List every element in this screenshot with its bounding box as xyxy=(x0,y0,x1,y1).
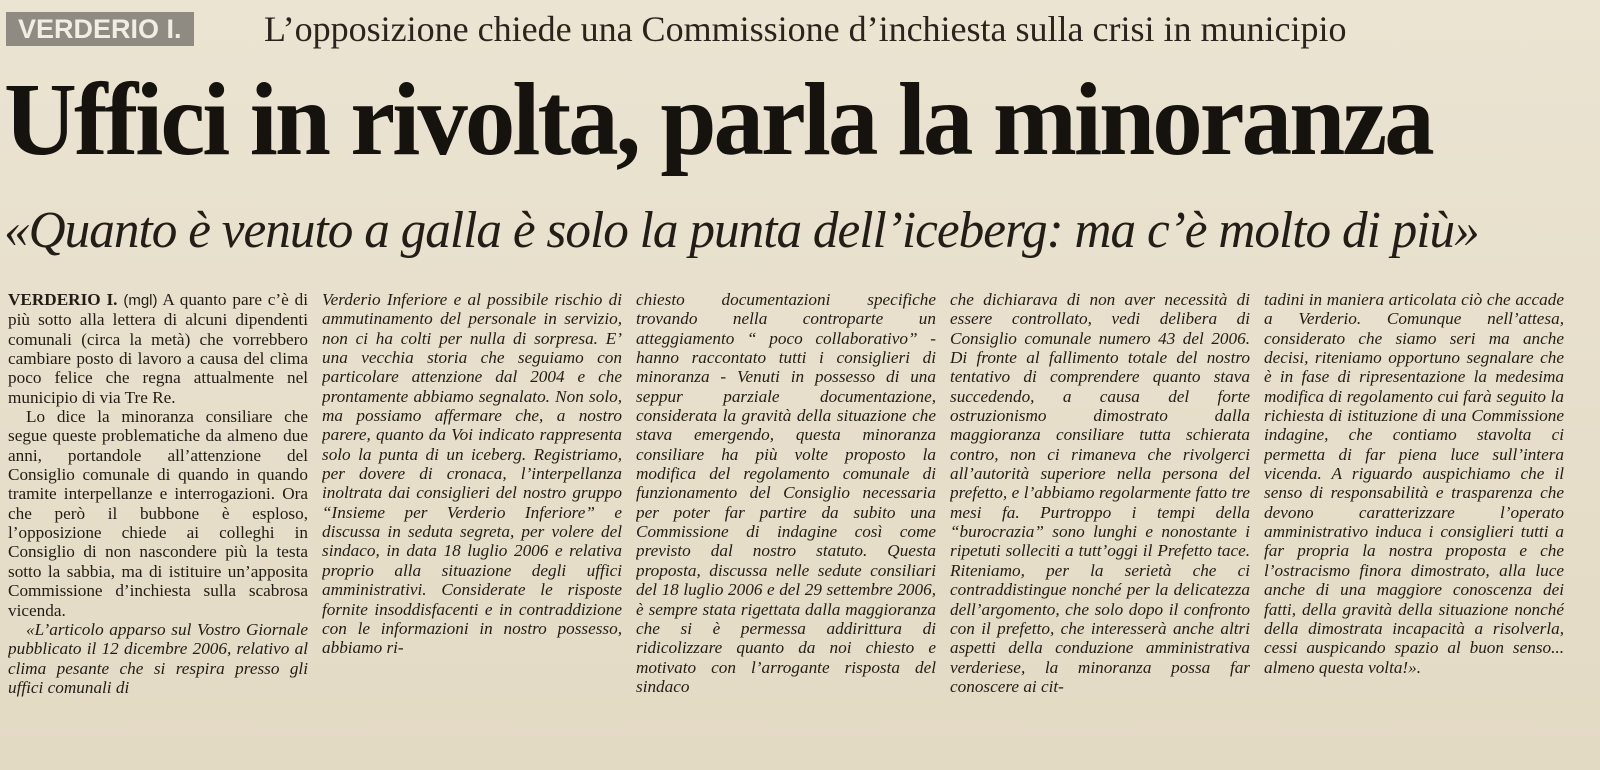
article-column-4 xyxy=(950,290,1250,765)
kicker-row xyxy=(6,8,1594,50)
article-paragraph: «L’articolo apparso sul Vostro Giornale pubblicato il 12 dicembre 2006, relativo al clima pesante che si respira presso gli uffici comunali di xyxy=(8,619,308,697)
article-paragraph: che dichiarava di non aver necessità di essere controllato, vedi delibera di Consiglio comunale numero 43 del 2006. Di fronte al fallimento totale del nostro tentativo di comprendere quanto stava succedendo, a causa del forte ostruzionismo dimostrato dalla maggioranza consiliare tutta schierata contro, non ci rimaneva che rivolgerci all’autorità superiore nella persona del prefetto, e l’abbiamo regolarmente fatto tre mesi fa. Purtroppo i tempi della “burocrazia” sono lunghi e nonostante i ripetuti solleciti a tutt’oggi il Prefetto tace. Riteniamo, per la serietà che ci contraddistingue nonché per la delicatezza dell’argomento, che solo dopo il confronto con il prefetto, che interesserà anche altri aspetti della conduzione amministrativa verderiese, la minoranza possa far conoscere ai cit- xyxy=(950,290,1250,696)
subheadline-quote: «Quanto è venuto a galla è solo la punta dell’iceberg: ma c’è molto di più» xyxy=(4,202,1479,259)
article-paragraph: Verderio Inferiore e al possibile rischio di ammutinamento del personale in servizio, non ci ha colti per nulla di sorpresa. E’ una vecchia storia che seguiamo con particolare attenzione dal 2004 e che prontamente abbiamo segnalato. Non solo, ma possiamo affermare che, a nostro parere, quanto da Voi indicato rappresenta solo la punta di un iceberg. Registriamo, per dovere di cronaca, l’interpellanza inoltrata dai consiglieri del nostro gruppo “Insieme per Verderio Inferiore” e discussa in seduta segreta, per volere del sindaco, in data 18 luglio 2006 e relativa proprio alla situazione degli uffici amministrativi. Considerate le risposte fornite insoddisfacenti e in contraddizione con le informazioni in nostro possesso, abbiamo ri- xyxy=(322,290,622,658)
article-column-2 xyxy=(322,290,622,765)
section-label: VERDERIO I. xyxy=(6,12,194,46)
paragraph-text: A quanto pare c’è di più sotto alla lettera di alcuni dipendenti comunali (circa la metà) che vorrebbero cambiare posto di lavoro a causa del clima poco felice che regna attualmente nel municipio di via Tre Re. xyxy=(8,290,308,407)
byline: VERDERIO I. xyxy=(8,290,118,309)
kicker-headline: L’opposizione chiede una Commissione d’inchiesta sulla crisi in municipio xyxy=(264,9,1347,49)
main-headline: Uffici in rivolta, parla la minoranza xyxy=(4,62,1432,177)
article-paragraph: chiesto documentazioni specifiche trovando nella controparte un atteggiamento “ poco collaborativo” - hanno raccontato tutti i consiglieri di minoranza - Venuti in possesso di una seppur parziale documentazione, considerata la gravità della situazione che stava emergendo, questa minoranza consiliare ha più volte proposto la modifica del regolamento comunale di funzionamento del Consiglio necessaria per poter far partire da subito una Commissione di indagine così come previsto dal nostro statuto. Questa proposta, discussa nelle sedute consiliari del 18 luglio 2006 e del 29 settembre 2006, è sempre stata rigettata dalla maggioranza che si è permessa addirittura di ridicolizzare quanto da noi chiesto e motivato con l’arrogante risposta del sindaco xyxy=(636,290,936,696)
author-tag: (mgl) xyxy=(123,292,158,309)
article-column-5 xyxy=(1264,290,1564,765)
article-paragraph xyxy=(8,290,308,407)
article-column-3 xyxy=(636,290,936,765)
article-paragraph: tadini in maniera articolata ciò che accade a Verderio. Comunque nell’attesa, considerato che siamo seri ma anche decisi, riteniamo opportuno segnalare che è in fase di ripresentazione la medesima modifica di regolamento cui farà seguito la richiesta di istituzione di una Commissione indagine, che contiamo stavolta ci permetta di far piena luce sull’intera vicenda. A riguardo auspichiamo che il senso di responsabilità e trasparenza che devono caratterizzare l’operato amministrativo induca i consiglieri tutti a far propria la nostra proposta e che l’ostracismo finora dimostrato, alla luce anche di una maggiore conoscenza dei fatti, della gravità della situazione nonché della dimostrata incapacità a risolverla, cessi auspicando spazio al buon senso... almeno questa volta!». xyxy=(1264,290,1564,677)
article-column-1 xyxy=(8,290,308,765)
article-paragraph: Lo dice la minoranza consiliare che segue queste problematiche da almeno due anni, portandole all’attenzione del Consiglio comunale di quando in quando tramite interpellanze e interrogazioni. Ora che però il bubbone è esploso, l’opposizione chiede ai colleghi in Consiglio di non nascondere più la testa sotto la sabbia, ma di istituire un’apposita Commissione d’inchiesta sulla scabrosa vicenda. xyxy=(8,407,308,620)
article-body xyxy=(8,290,1594,765)
